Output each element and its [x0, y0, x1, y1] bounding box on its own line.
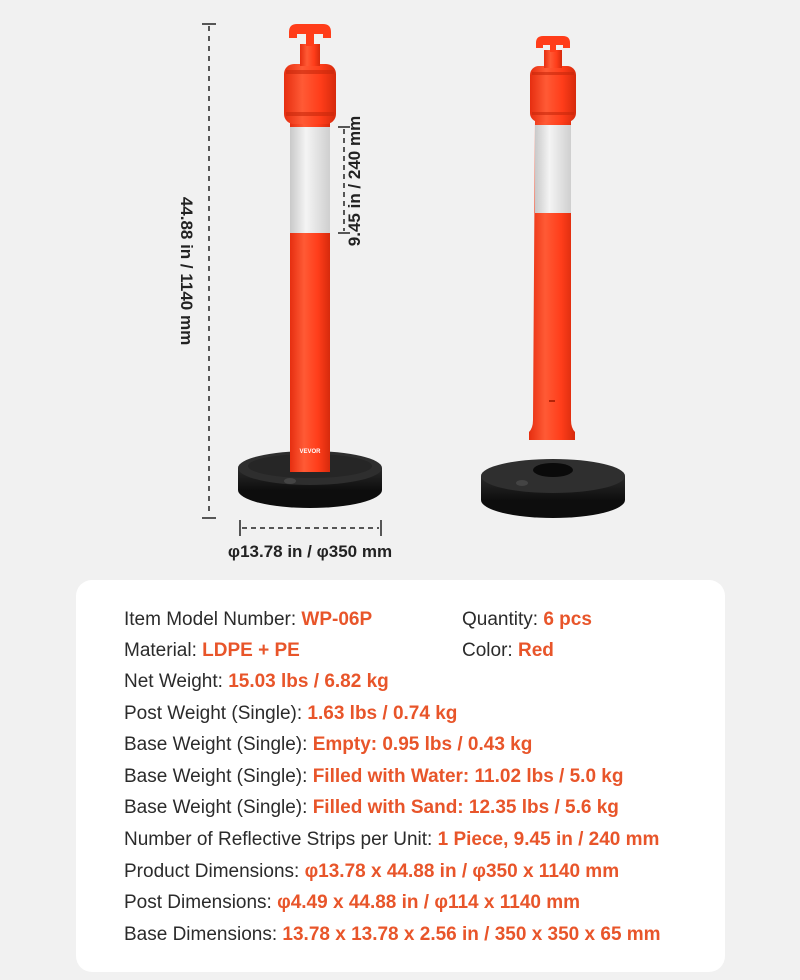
spec-label: Net Weight:	[124, 671, 229, 692]
spec-color	[462, 639, 554, 663]
spec-post-dimensions	[124, 891, 580, 915]
spec-model-number	[124, 608, 372, 632]
spec-value: φ13.78 x 44.88 in / φ350 x 1140 mm	[304, 861, 620, 882]
spec-base-weight-sand	[124, 796, 619, 820]
spec-label: Material:	[124, 640, 203, 661]
spec-value: 6 pcs	[543, 609, 592, 630]
spec-base-dimensions	[124, 923, 661, 947]
brand-mark: VEVOR	[299, 449, 321, 455]
spec-label: Number of Reflective Strips per Unit:	[124, 829, 438, 850]
spec-material	[124, 639, 300, 663]
spec-value: 1 Piece, 9.45 in / 240 mm	[437, 829, 660, 850]
spec-product-dimensions	[124, 860, 619, 884]
spec-net-weight	[124, 670, 389, 694]
spec-value: WP-06P	[301, 609, 373, 630]
spec-label: Item Model Number:	[124, 609, 302, 630]
assembled-post	[238, 24, 382, 508]
spec-label: Base Weight (Single):	[124, 797, 313, 818]
spec-label: Base Weight (Single):	[124, 766, 313, 787]
separated-post	[481, 36, 625, 518]
base-diameter-dimension	[228, 520, 392, 561]
spec-value: 15.03 lbs / 6.82 kg	[228, 671, 389, 692]
strip-dimension-label: 9.45 in / 240 mm	[345, 115, 364, 247]
specifications-card	[76, 580, 725, 972]
spec-label: Quantity:	[462, 609, 544, 630]
spec-label: Product Dimensions:	[124, 861, 305, 882]
spec-value: Filled with Sand: 12.35 lbs / 5.6 kg	[312, 797, 619, 818]
spec-label: Color:	[462, 640, 518, 661]
spec-value: 1.63 lbs / 0.74 kg	[307, 703, 458, 724]
spec-value: LDPE + PE	[202, 640, 300, 661]
spec-reflective-strips	[124, 828, 659, 852]
spec-value: 13.78 x 13.78 x 2.56 in / 350 x 350 x 65 mm	[282, 924, 661, 945]
height-dimension-label: 44.88 in / 1140 mm	[177, 196, 196, 346]
spec-value: Filled with Water: 11.02 lbs / 5.0 kg	[312, 766, 624, 787]
spec-label: Post Weight (Single):	[124, 703, 308, 724]
spec-base-weight-water	[124, 765, 623, 789]
spec-post-weight	[124, 702, 457, 726]
spec-value: Red	[517, 640, 554, 661]
spec-base-weight-empty	[124, 733, 532, 757]
spec-value: φ4.49 x 44.88 in / φ114 x 1140 mm	[277, 892, 581, 913]
spec-label: Base Dimensions:	[124, 924, 283, 945]
base-diameter-label: φ13.78 in / φ350 mm	[227, 542, 393, 561]
spec-value: Empty: 0.95 lbs / 0.43 kg	[312, 734, 533, 755]
spec-label: Post Dimensions:	[124, 892, 278, 913]
spec-quantity	[462, 608, 592, 632]
spec-label: Base Weight (Single):	[124, 734, 313, 755]
strip-dimension	[338, 116, 364, 246]
height-dimension	[177, 24, 216, 518]
